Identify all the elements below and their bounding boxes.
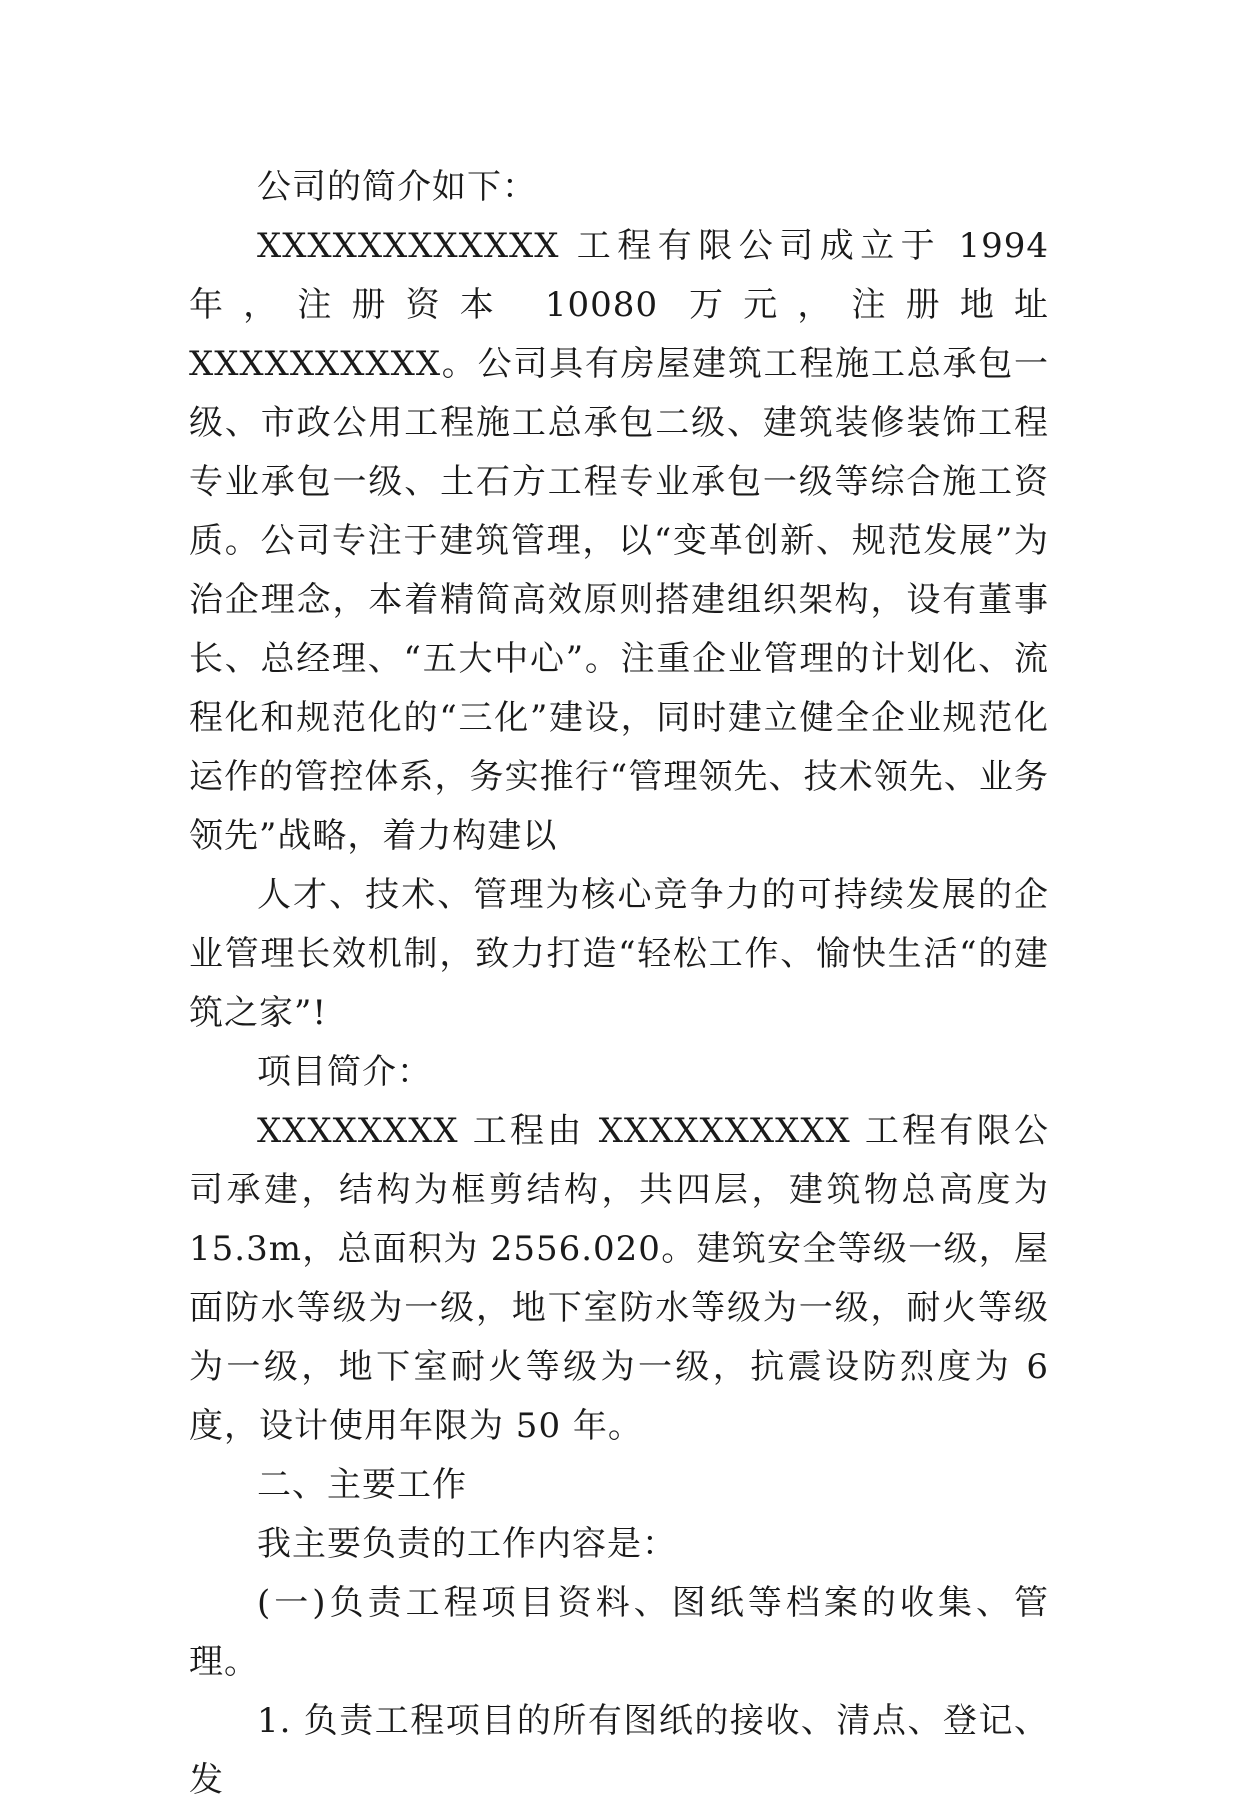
paragraph-company-mission: 人才、技术、管理为核心竞争力的可持续发展的企业管理长效机制，致力打造“轻松工作、愉快生活“的建筑之家”! [189, 875, 1049, 1033]
document-body [189, 158, 1049, 1810]
paragraph-project-intro-heading: 项目简介： [257, 1052, 432, 1092]
section-heading-main-work: 二、主要工作 [257, 1465, 467, 1505]
paragraph-company-profile: XXXXXXXXXXXX 工程有限公司成立于 1994 年，注册资本 10080 万元，注册地址 XXXXXXXXXX。公司具有房屋建筑工程施工总承包一级、市政公用工程施工总承包二级、建筑装修装饰工程专业承包一级、土石方工程专业承包一级等综合施工资质。公司专注于建筑管理，以“变革创新、规范发展”为治企理念，本着精简高效原则搭建组织架构，设有董事长、总经理、“五大中心”。注重企业管理的计划化、流程化和规范化的“三化”建设，同时建立健全企业规范化运作的管控体系，务实推行“管理领先、技术领先、业务领先”战略，着力构建以 [189, 226, 1049, 856]
list-item-1: (一)负责工程项目资料、图纸等档案的收集、管理。 [189, 1583, 1049, 1682]
paragraph-company-intro-heading: 公司的简介如下： [257, 167, 537, 207]
list-subitem-1: 1. 负责工程项目的所有图纸的接收、清点、登记、发 [189, 1701, 1049, 1800]
paragraph-project-profile: XXXXXXXX 工程由 XXXXXXXXXX 工程有限公司承建，结构为框剪结构，共四层，建筑物总高度为 15.3m，总面积为 2556.020。建筑安全等级一级，屋面防水等级为一级，地下室防水等级为一级，耐火等级为一级，地下室耐火等级为一级，抗震设防烈度为 6 度，设计使用年限为 50 年。 [189, 1111, 1049, 1446]
paragraph-work-content-intro: 我主要负责的工作内容是： [257, 1524, 677, 1564]
